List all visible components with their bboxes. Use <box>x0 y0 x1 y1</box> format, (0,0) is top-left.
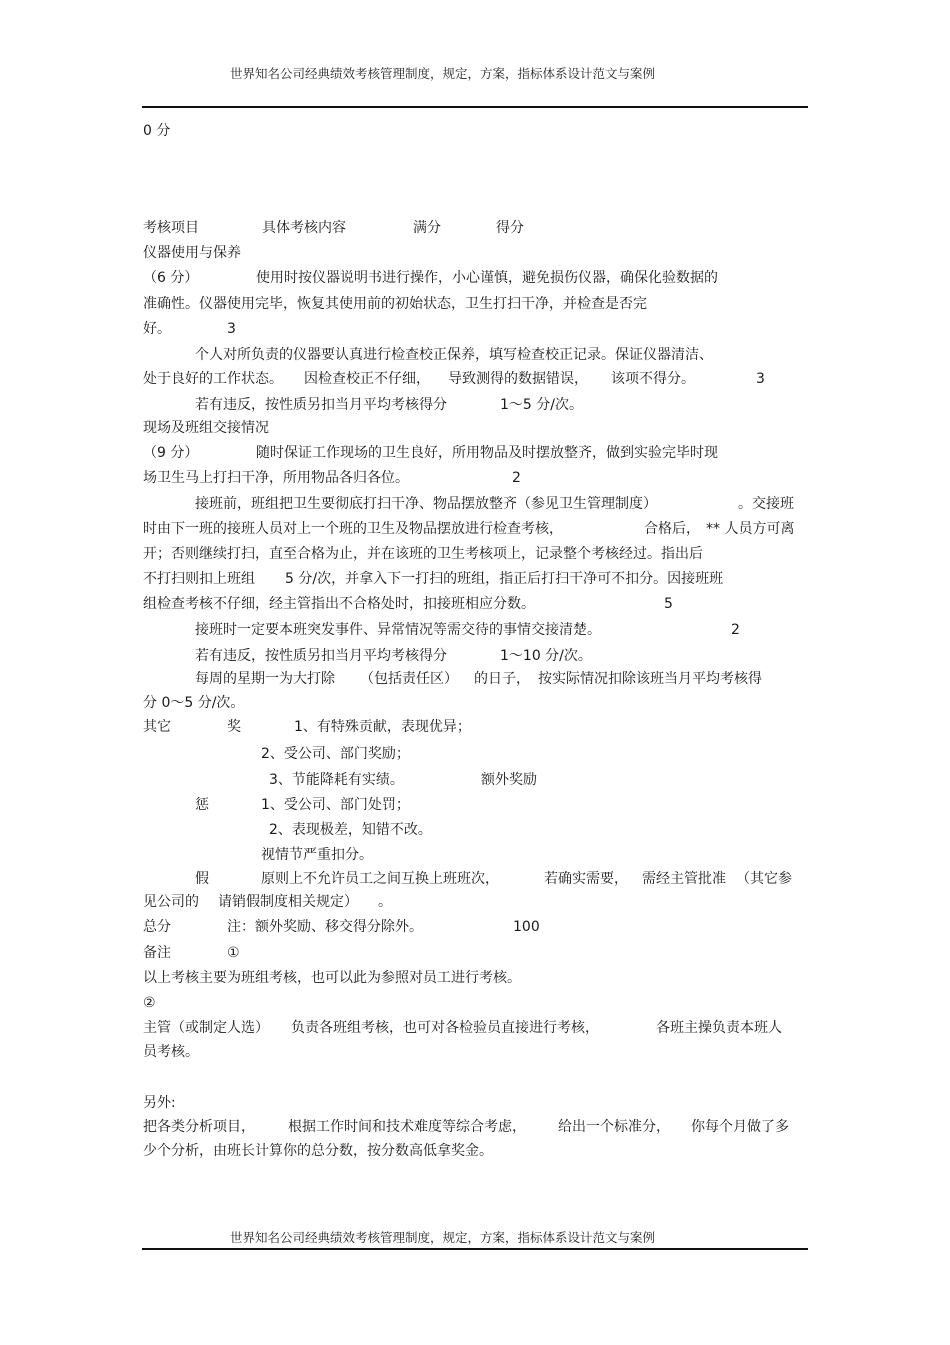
footer-text: 世界知名公司经典绩效考核管理制度，规定，方案，指标体系设计范文与案例 <box>230 1230 656 1245</box>
reward-note: 额外奖励 <box>481 772 537 788</box>
extra-text: 根据工作时间和技术难度等综合考虑， <box>288 1119 526 1135</box>
header-text: 世界知名公司经典绩效考核管理制度，规定，方案，指标体系设计范文与案例 <box>230 66 656 81</box>
content-text: 组检查考核不仔细，经主管指出不合格处时，扣接班相应分数。 <box>143 596 535 612</box>
content-text: 1～10 分/次。 <box>500 648 592 664</box>
content-text: 因检查校正不仔细， <box>304 371 430 387</box>
extra-text: 把各类分析项目， <box>143 1119 255 1135</box>
penalty-item: 视情节严重扣分。 <box>261 847 373 863</box>
content-text: 需经主管批准 <box>642 871 726 887</box>
content-text: 若确实需要， <box>544 871 628 887</box>
section-points: （9 分） <box>143 445 199 461</box>
content-text: 。 <box>378 894 392 910</box>
score-value: 2 <box>731 622 740 638</box>
top-fragment: 0 分 <box>143 123 171 139</box>
remark-text: 负责各班组考核，也可对各检验员直接进行考核， <box>291 1020 599 1036</box>
extra-title: 另外: <box>143 1095 176 1111</box>
content-text: 该项不得分。 <box>611 371 695 387</box>
content-text: 请销假制度相关规定） <box>218 894 358 910</box>
content-text: （其它参 <box>736 871 792 887</box>
content-text: 原则上不允许员工之间互换上班班次， <box>261 871 499 887</box>
content-text: 。交接班 <box>738 496 794 512</box>
content-text: 准确性。仪器使用完毕，恢复其使用前的初始状态，卫生打扫干净，并检查是否完 <box>143 296 647 312</box>
score-value: 3 <box>227 321 236 337</box>
content-text: 个人对所负责的仪器要认真进行检查校正保养，填写检查校正记录。保证仪器清洁、 <box>195 347 713 363</box>
remark-text: 主管（或制定人选） <box>143 1020 269 1036</box>
remark-number: ① <box>227 945 240 961</box>
content-text: 开；否则继续打扫，直至合格为止，并在该班的卫生考核项上，记录整个考核经过。指出后 <box>143 546 703 562</box>
content-text: 处于良好的工作状态。 <box>143 371 283 387</box>
content-text: 场卫生马上打扫干净，所用物品各归各位。 <box>143 470 409 486</box>
section-title: 其它 <box>143 719 171 735</box>
content-text: 随时保证工作现场的卫生良好，所用物品及时摆放整齐，做到实验完毕时现 <box>256 445 718 461</box>
reward-label: 奖 <box>227 719 241 735</box>
extra-text: 你每个月做了多 <box>691 1119 789 1135</box>
content-text: ** 人员方可离 <box>706 521 795 537</box>
content-text: 接班前，班组把卫生要彻底打扫干净、物品摆放整齐（参见卫生管理制度） <box>195 496 657 512</box>
remark-text: 以上考核主要为班组考核，也可以此为参照对员工进行考核。 <box>143 970 521 986</box>
footer-rule <box>142 1248 808 1250</box>
remark-text: 各班主操负责本班人 <box>656 1020 782 1036</box>
penalty-label: 惩 <box>195 797 209 813</box>
content-text: 1～5 分/次。 <box>500 397 583 413</box>
leave-label: 假 <box>195 871 209 887</box>
content-text: 见公司的 <box>143 894 199 910</box>
col-item: 考核项目 <box>143 220 199 236</box>
content-text: 使用时按仪器说明书进行操作，小心谨慎，避免损伤仪器，确保化验数据的 <box>256 270 718 286</box>
content-text: 好。 <box>143 321 171 337</box>
content-text: （包括责任区） <box>360 671 458 687</box>
reward-item: 2、受公司、部门奖励； <box>261 746 410 762</box>
penalty-item: 2、表现极差，知错不改。 <box>269 822 432 838</box>
section-title: 现场及班组交接情况 <box>143 420 269 436</box>
content-text: 时由下一班的接班人员对上一个班的卫生及物品摆放进行检查考核， <box>143 521 563 537</box>
reward-item: 3、节能降耗有实绩。 <box>269 772 404 788</box>
score-value: 2 <box>512 470 521 486</box>
extra-text: 少个分析，由班长计算你的总分数，按分数高低拿奖金。 <box>143 1143 493 1159</box>
total-value: 100 <box>513 919 540 935</box>
col-content: 具体考核内容 <box>262 220 346 236</box>
content-text: 5 分/次，并拿入下一打扫的班组，指正后打扫干净可不扣分。因接班班 <box>285 571 724 587</box>
section-points: （6 分） <box>143 270 199 286</box>
content-text: 每周的星期一为大打除 <box>195 671 335 687</box>
reward-item: 1、有特殊贡献，表现优异； <box>294 719 471 735</box>
remark-text: 员考核。 <box>143 1044 199 1060</box>
content-text: 若有违反，按性质另扣当月平均考核得分 <box>195 397 447 413</box>
content-text: 若有违反，按性质另扣当月平均考核得分 <box>195 648 447 664</box>
content-text: 合格后， <box>644 521 700 537</box>
remark-number: ② <box>143 995 156 1011</box>
total-label: 总分 <box>143 919 171 935</box>
content-text: 按实际情况扣除该班当月平均考核得 <box>538 671 762 687</box>
remarks-label: 备注 <box>143 945 171 961</box>
penalty-item: 1、受公司、部门处罚； <box>261 797 410 813</box>
total-note: 注：额外奖励、移交得分除外。 <box>227 919 423 935</box>
score-value: 5 <box>664 596 673 612</box>
col-score: 得分 <box>496 220 524 236</box>
score-value: 3 <box>756 371 765 387</box>
col-full-score: 满分 <box>413 220 441 236</box>
content-text: 分 0～5 分/次。 <box>143 695 245 711</box>
content-text: 不打扫则扣上班组 <box>143 571 255 587</box>
content-text: 的日子， <box>474 671 530 687</box>
header-rule <box>142 106 808 108</box>
content-text: 导致测得的数据错误， <box>448 371 588 387</box>
section-title: 仪器使用与保养 <box>143 245 241 261</box>
extra-text: 给出一个标准分， <box>558 1119 670 1135</box>
content-text: 接班时一定要本班突发事件、异常情况等需交待的事情交接清楚。 <box>195 622 601 638</box>
